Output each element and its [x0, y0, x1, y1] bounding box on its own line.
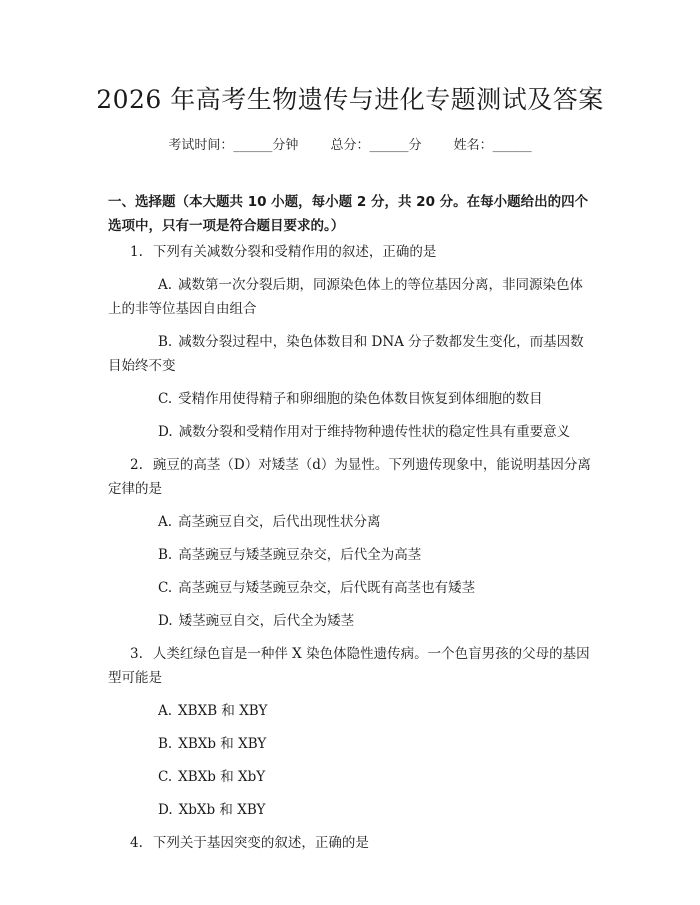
option-3d	[108, 798, 592, 822]
question-1	[108, 240, 592, 264]
option-letter: B.	[158, 736, 173, 752]
option-text: XBXb 和 XbY	[178, 769, 266, 785]
option-text: XbXb 和 XBY	[178, 802, 266, 818]
option-letter: A.	[158, 703, 173, 719]
question-list	[108, 240, 592, 864]
option-text: 高茎豌豆自交，后代出现性状分离	[178, 514, 381, 530]
question-3	[108, 642, 592, 690]
document-title: 2026 年高考生物遗传与进化专题测试及答案	[96, 85, 604, 114]
option-text: 减数分裂过程中，染色体数目和 DNA 分子数都发生变化，而基因数目始终不变	[108, 334, 584, 374]
question-text: 下列关于基因突变的叙述，正确的是	[152, 835, 369, 851]
option-3c	[108, 765, 592, 789]
option-2b	[108, 543, 592, 567]
option-1d	[108, 420, 592, 444]
option-letter: C.	[158, 391, 173, 407]
option-letter: B.	[158, 334, 173, 350]
question-text: 豌豆的高茎（D）对矮茎（d）为显性。下列遗传现象中，能说明基因分离定律的是	[108, 457, 591, 497]
option-2d	[108, 609, 592, 633]
option-letter: A.	[158, 514, 173, 530]
option-text: 减数分裂和受精作用对于维持物种遗传性状的稳定性具有重要意义	[178, 424, 571, 440]
question-text: 人类红绿色盲是一种伴 X 染色体隐性遗传病。一个色盲男孩的父母的基因型可能是	[108, 646, 590, 686]
question-2	[108, 453, 592, 501]
option-2c	[108, 576, 592, 600]
question-text: 下列有关减数分裂和受精作用的叙述，正确的是	[152, 244, 437, 260]
exam-meta	[0, 134, 700, 153]
option-letter: C.	[158, 580, 173, 596]
option-text: 受精作用使得精子和卵细胞的染色体数目恢复到体细胞的数目	[178, 391, 543, 407]
option-1a	[108, 273, 592, 321]
option-text: 高茎豌豆与矮茎豌豆杂交，后代既有高茎也有矮茎	[178, 580, 476, 596]
question-number: 3.	[130, 646, 143, 662]
option-text: 高茎豌豆与矮茎豌豆杂交，后代全为高茎	[178, 547, 422, 563]
option-letter: B.	[158, 547, 173, 563]
option-3a	[108, 699, 592, 723]
option-text: XBXB 和 XBY	[178, 703, 268, 719]
exam-time-field: 考试时间：______分钟	[168, 138, 299, 153]
student-name-field: 姓名：______	[453, 138, 532, 153]
option-3b	[108, 732, 592, 756]
question-4	[108, 831, 592, 855]
section-heading: 一、选择题（本大题共 10 小题，每小题 2 分，共 20 分。在每小题给出的四个选项中，只有一项是符合题目要求的。）	[108, 194, 589, 234]
option-1c	[108, 387, 592, 411]
option-text: 矮茎豌豆自交，后代全为矮茎	[178, 613, 355, 629]
question-number: 1.	[130, 244, 143, 260]
option-letter: C.	[158, 769, 173, 785]
option-letter: D.	[158, 613, 173, 629]
option-text: 减数第一次分裂后期，同源染色体上的等位基因分离，非同源染色体上的非等位基因自由组合	[108, 277, 584, 317]
option-2a	[108, 510, 592, 534]
option-text: XBXb 和 XBY	[178, 736, 267, 752]
option-letter: D.	[158, 424, 173, 440]
option-letter: A.	[158, 277, 173, 293]
question-number: 2.	[130, 457, 143, 473]
question-number: 4.	[130, 835, 143, 851]
total-score-field: 总分：______分	[330, 138, 422, 153]
option-letter: D.	[158, 802, 173, 818]
option-1b	[108, 330, 592, 378]
